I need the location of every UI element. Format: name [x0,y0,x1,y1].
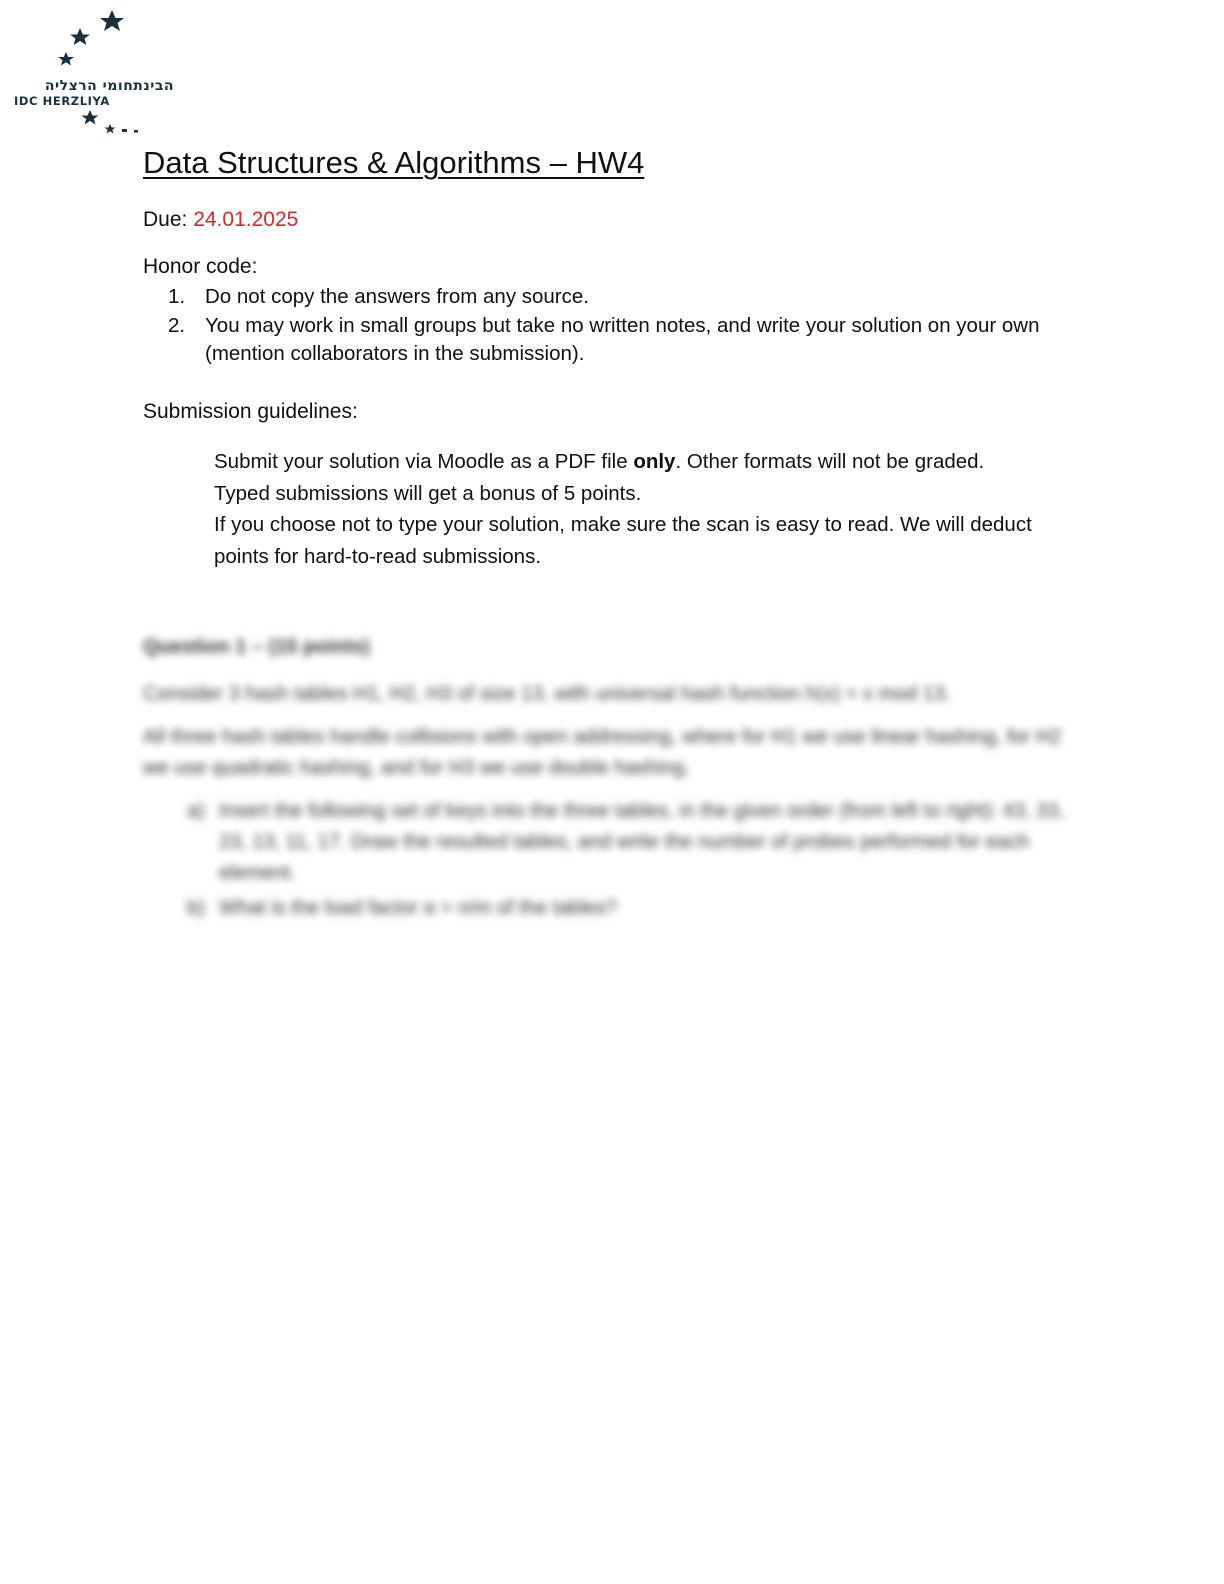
logo-latin-text: IDC HERZLIYA [14,94,110,108]
part-text: What is the load factor α = n/m of the tables? [219,897,617,919]
question-heading: Question 1 – (15 points) [143,636,370,658]
list-item-text: You may work in small groups but take no written notes, and write your solution on your own (mention collaborators in the submission). [205,313,1040,365]
list-item [187,893,1073,924]
submission-guidelines-heading: Submission guidelines: [143,400,358,423]
honor-code-heading [143,255,257,279]
submission-guidelines-body [214,446,1074,572]
idc-herzliya-logo [10,6,174,138]
honor-code-heading-suffix: : [251,255,258,278]
honor-code-list [168,283,1068,369]
list-item-number: 1. [168,285,186,308]
question-parts [187,796,1073,924]
submission-line-2: Typed submissions will get a bonus of 5 points. [214,481,642,505]
part-label: a) [187,800,205,822]
list-item-number: 2. [168,313,186,337]
submission-line-1 [214,446,1074,478]
list-item-text: Do not copy the answers from any source. [205,285,589,308]
part-label: b) [187,897,205,919]
submission-line-3: If you choose not to type your solution, make sure the scan is easy to read. We will deduct points for hard-to-read submissions. [214,513,1032,568]
honor-code-heading-text: Honor code [143,255,252,278]
list-item [168,312,1068,369]
logo-hebrew-text: הבינתחומי הרצליה [44,78,174,94]
due-date: 24.01.2025 [193,208,299,231]
submission-line-1-before: Submit your solution via Moodle as a PDF file [214,450,634,473]
list-item [187,796,1073,889]
due-line [143,208,298,232]
submission-line-1-bold: only [633,450,676,473]
question-paragraph-2: All three hash tables handle collisions with open addressing, where for H1 we use linear hashing, for H2 we use quadratic hashing, and for H3 we use double hashing. [143,726,1062,779]
question-paragraph-1: Consider 3 hash tables H1, H2, H3 of size 13, with universal hash function h(x) = x mod 13. [143,683,951,705]
part-text: Insert the following set of keys into the three tables, in the given order (from left to right): 43, 33, 23, 13, 11, 17. Draw the resulted tables, and write the number of probes performed for each element. [219,800,1064,884]
due-label: Due: [143,208,188,231]
blurred-question-section [143,632,1073,928]
list-item [168,283,1068,312]
document-title: Data Structures & Algorithms – HW4 [143,145,645,180]
stars-logo-icon [10,6,170,138]
submission-line-1-after: . Other formats will not be graded. [675,450,985,473]
